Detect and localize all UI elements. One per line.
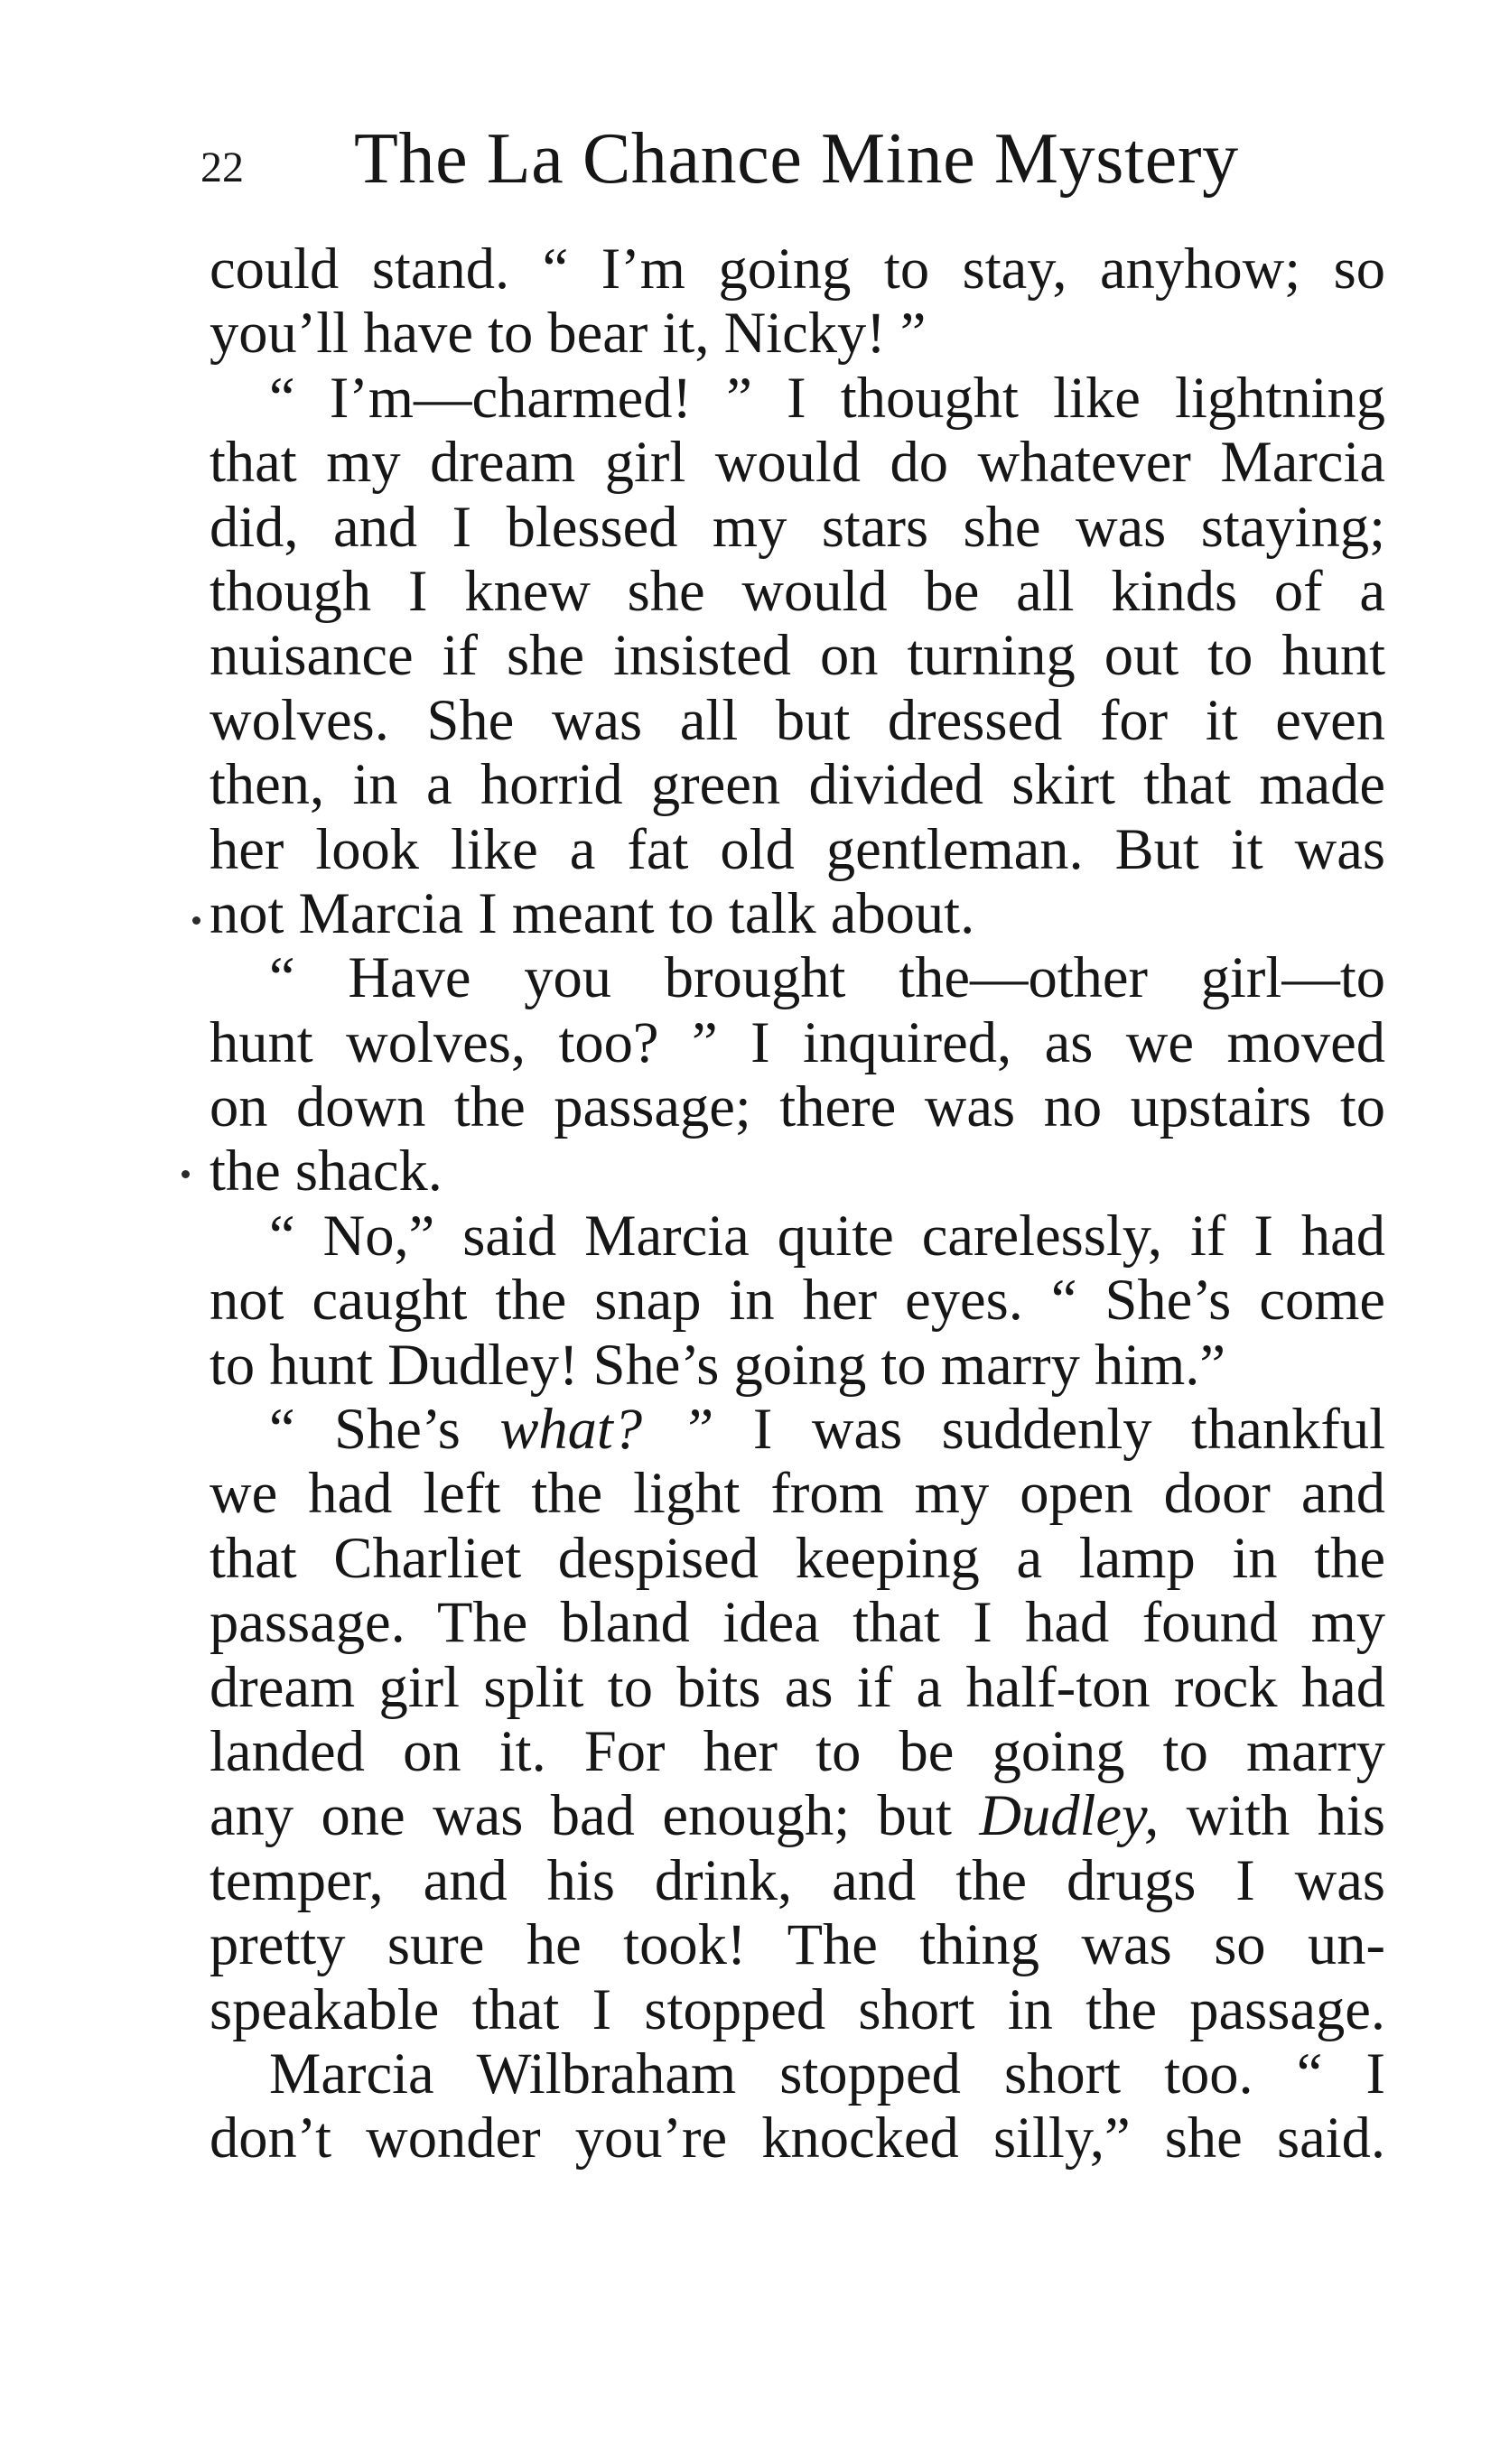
text-line: to hunt Dudley! She’s going to marry him.”: [210, 1332, 1226, 1397]
page-number: 22: [200, 144, 244, 191]
running-title: The La Chance Mine Mystery: [354, 119, 1239, 199]
text-line: “ Have you brought the—other girl—to: [269, 945, 1385, 1010]
text-line: the shack.: [210, 1139, 443, 1204]
text-line: we had left the light from my open door and: [210, 1461, 1385, 1526]
text-segment: with his: [1159, 1783, 1385, 1848]
text-line: temper, and his drink, and the drugs I was: [210, 1847, 1385, 1912]
text-line: though I knew she would be all kinds of a: [210, 558, 1385, 623]
print-speck: [182, 1170, 190, 1178]
text-line: you’ll have to bear it, Nicky! ”: [210, 301, 927, 366]
text-line: pretty sure he took! The thing was so un-: [210, 1912, 1385, 1977]
text-line: don’t wonder you’re knocked silly,” she said.: [210, 2106, 1385, 2171]
text-segment: I was suddenly thankful: [713, 1397, 1385, 1462]
text-line: Marcia Wilbraham stopped short too. “ I: [269, 2041, 1385, 2106]
text-line: did, and I blessed my stars she was staying;: [210, 494, 1385, 559]
text-line: nuisance if she insisted on turning out to hunt: [210, 623, 1385, 688]
text-line: her look like a fat old gentleman. But it was: [210, 816, 1385, 881]
text-line: “ I’m—charmed! ” I thought like lightning: [269, 365, 1385, 430]
text-line: dream girl split to bits as if a half-ton rock had: [210, 1654, 1385, 1719]
text-segment: any one was bad enough; but: [210, 1783, 980, 1848]
italic-emphasis: Dudley,: [979, 1783, 1160, 1848]
text-line: on down the passage; there was no upstairs to: [210, 1074, 1385, 1139]
text-line: hunt wolves, too? ” I inquired, as we moved: [210, 1009, 1385, 1074]
text-line: that my dream girl would do whatever Marcia: [210, 430, 1385, 495]
print-speck: [192, 916, 200, 925]
text-line: “ No,” said Marcia quite carelessly, if I had: [269, 1203, 1385, 1268]
text-line: then, in a horrid green divided skirt that made: [210, 752, 1385, 817]
italic-emphasis: what? ”: [499, 1397, 714, 1462]
text-line-with-italic: [210, 1783, 1385, 1847]
text-line: passage. The bland idea that I had found my: [210, 1590, 1385, 1655]
text-line: not Marcia I meant to talk about.: [210, 880, 975, 945]
text-line: could stand. “ I’m going to stay, anyhow; so: [210, 237, 1385, 301]
text-line: not caught the snap in her eyes. “ She’s come: [210, 1268, 1385, 1333]
text-line-with-italic: [210, 1397, 1385, 1461]
text-line: wolves. She was all but dressed for it even: [210, 687, 1385, 752]
text-line: that Charliet despised keeping a lamp in the: [210, 1525, 1385, 1590]
text-segment: “ She’s: [269, 1397, 500, 1462]
text-line: speakable that I stopped short in the passage.: [210, 1976, 1385, 2041]
text-line: landed on it. For her to be going to marry: [210, 1718, 1385, 1783]
running-head: [200, 116, 1384, 206]
body-text: [210, 237, 1385, 2171]
